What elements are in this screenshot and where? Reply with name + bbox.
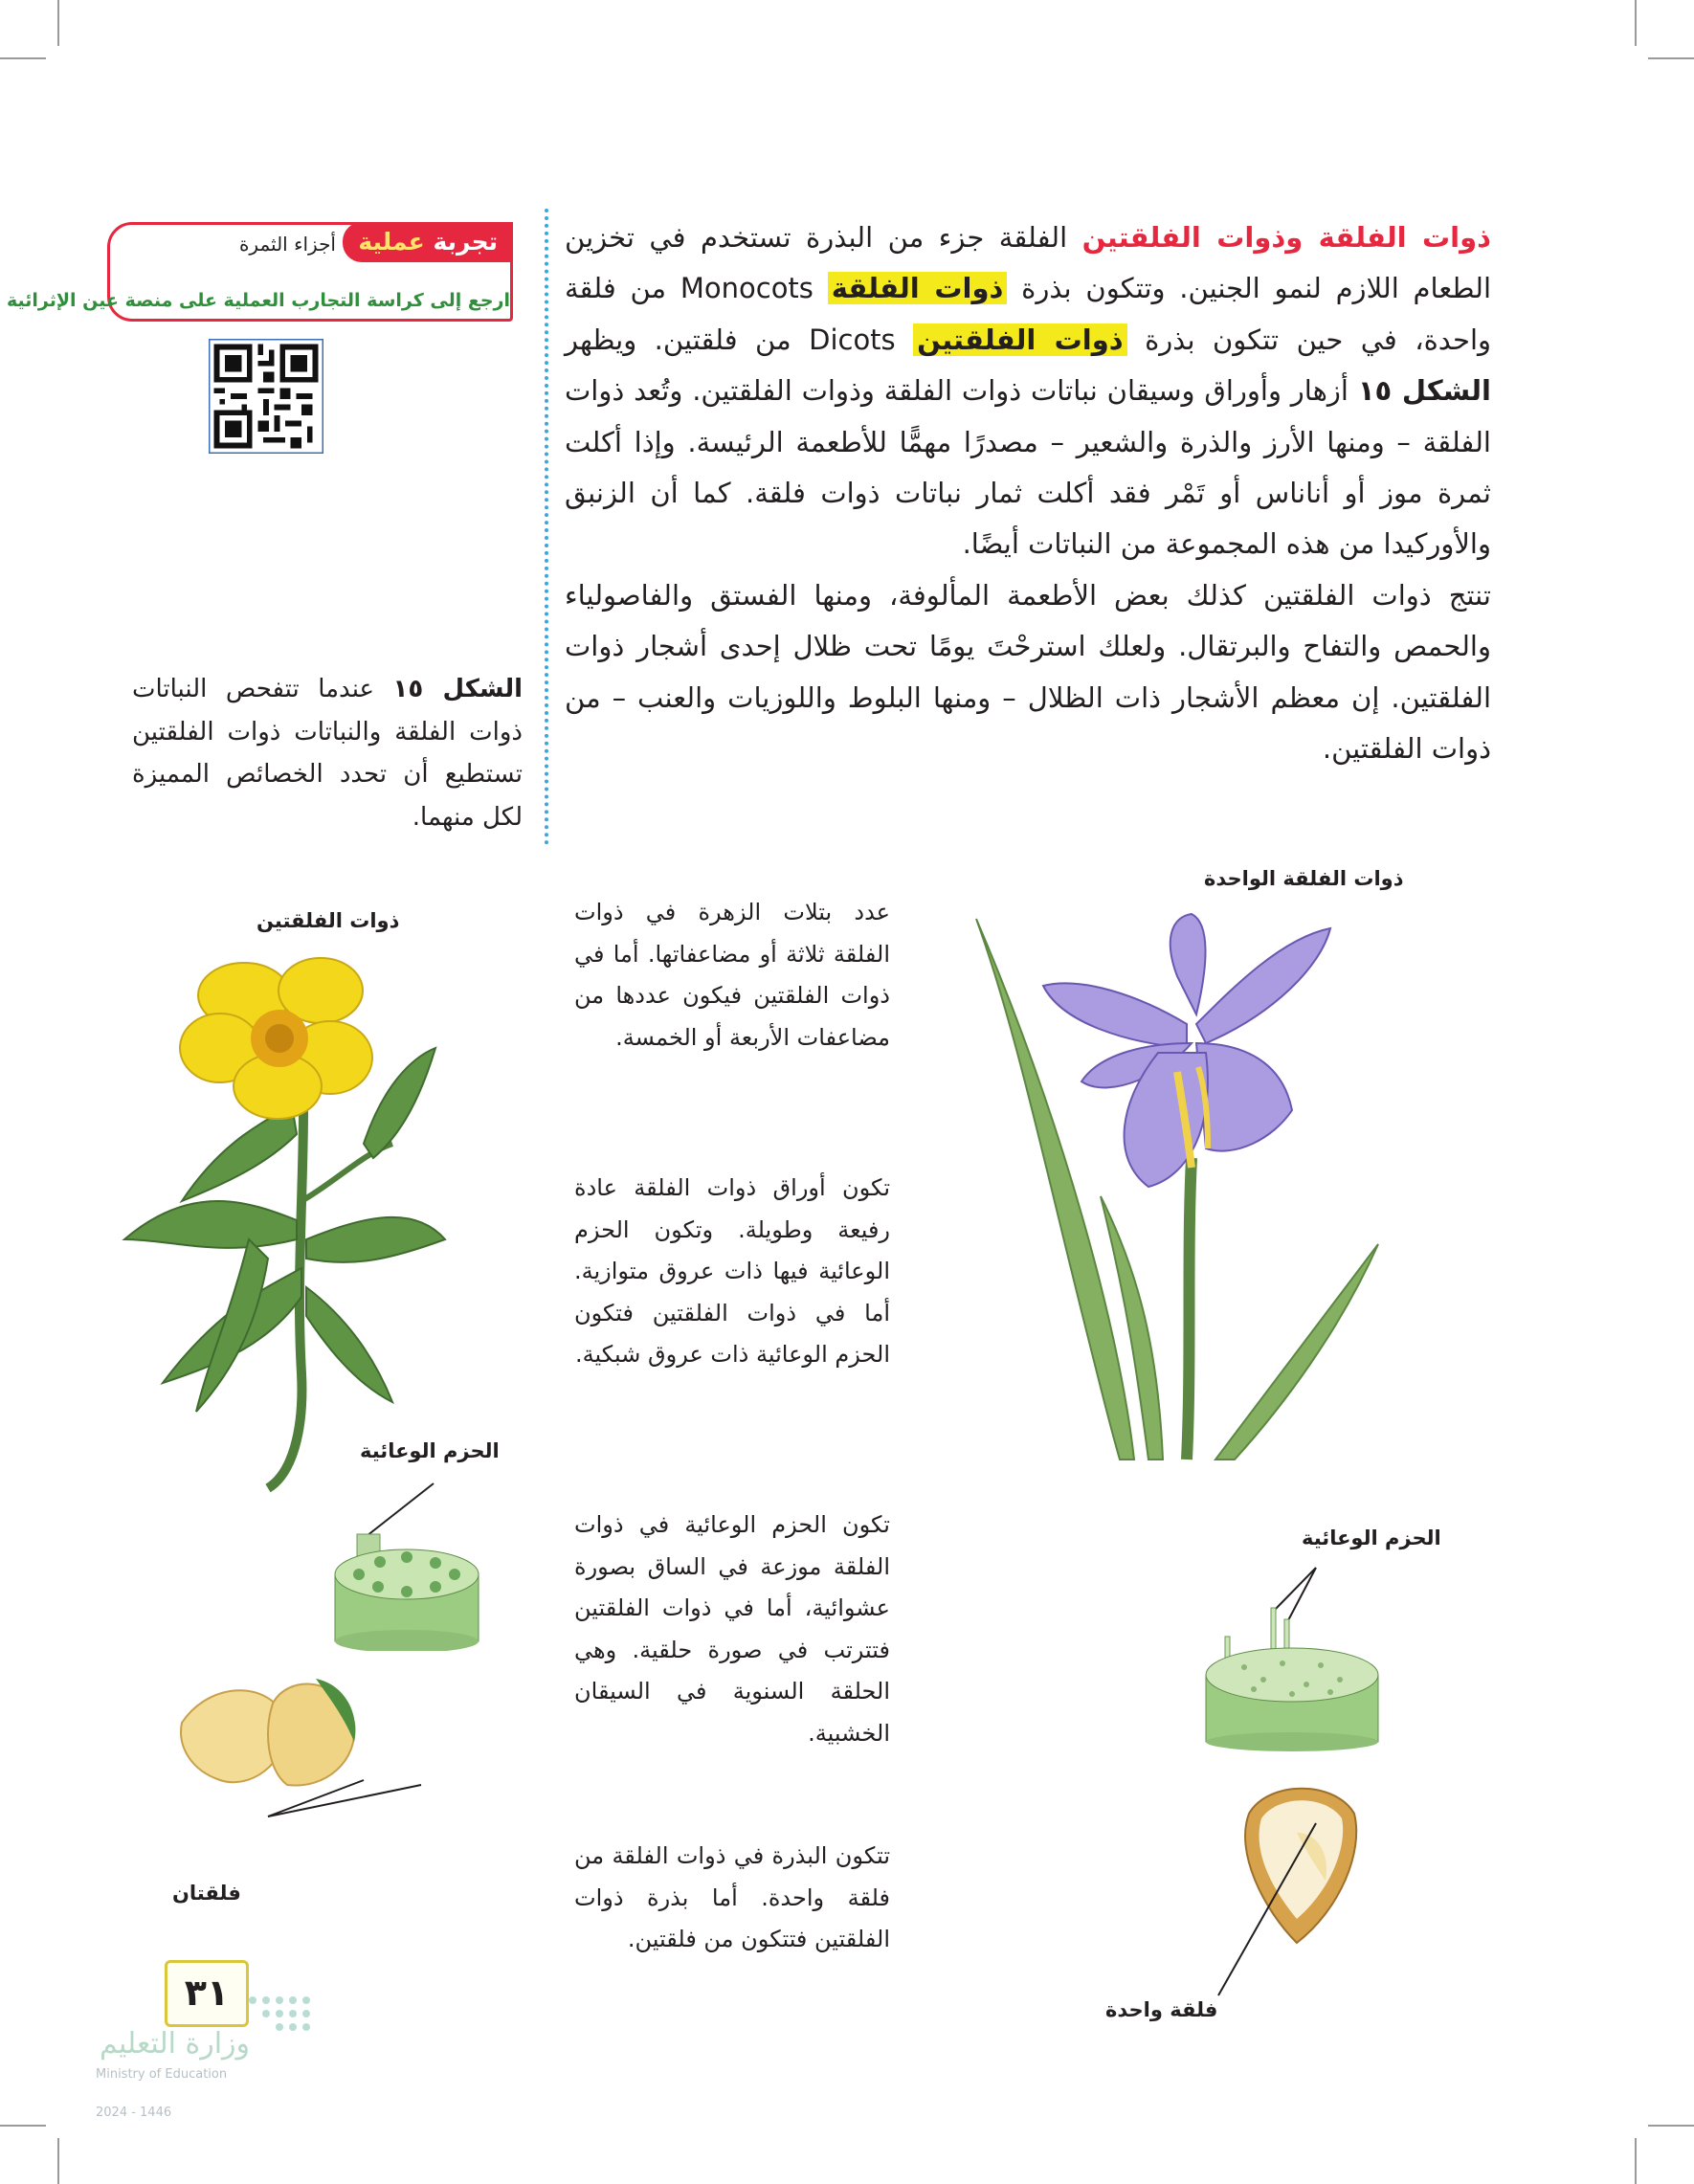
note-seeds: تتكون البذرة في ذوات الفلقة من فلقة واحدة. أما بذرة ذوات الفلقتين فتتكون من فلقتين.	[574, 1842, 890, 1952]
figure-reference: الشكل ١٥	[1357, 374, 1491, 408]
note-petals: عدد بتلات الزهرة في ذوات الفلقة ثلاثة أو مضاعفاتها. أما في ذوات الفلقتين فيكون عددها من مضاعفات الأربعة أو الخمسة.	[574, 899, 890, 1051]
dicot-flower-illustration	[105, 952, 450, 1493]
lab-tag-word2: عملية	[358, 228, 425, 256]
crop-mark	[0, 2125, 46, 2127]
crop-mark	[1648, 57, 1694, 59]
crop-mark	[1635, 0, 1637, 46]
ministry-name-arabic: وزارة التعليم	[100, 2027, 251, 2061]
section-heading: ذوات الفلقة وذوات الفلقتين	[1081, 221, 1491, 254]
lab-tag-word1: تجربة	[433, 228, 498, 256]
monocot-stem-cross-section	[1187, 1550, 1397, 1751]
label-dicots: ذوات الفلقتين	[256, 909, 400, 932]
edition-year: 2024 - 1446	[96, 2106, 172, 2120]
label-vascular-bundles-monocot: الحزم الوعائية	[1302, 1527, 1441, 1549]
column-divider	[545, 209, 548, 845]
paragraph-1-part-b: Monocots من فلقة واحدة، في حين تتكون بذرة	[565, 272, 1492, 356]
pointer-lines-two-cotyledons	[249, 1742, 440, 1828]
crop-mark	[57, 2138, 59, 2184]
note-leaves: تكون أوراق ذوات الفلقة عادة رفيعة وطويلة. وتكون الحزم الوعائية فيها ذات عروق متوازية. أما في ذوات الفلقتين فتكون الحزم الوعائية ذات عروق شبكية.	[574, 1174, 890, 1368]
highlight-dicots: ذوات الفلقتين	[913, 323, 1127, 356]
label-one-cotyledon: فلقة واحدة	[1105, 1998, 1218, 2021]
figure-label: الشكل ١٥	[392, 675, 523, 703]
main-text	[565, 212, 1491, 774]
paragraph-1-part-d: أزهار وأوراق وسيقان نباتات ذوات الفلقة وذوات الفلقتين. وتُعد ذوات الفلقة – ومنها الأرز والذرة والشعير – مصدرًا مهمًّا للأطعمة الرئيسة. وإذا أكلت ثمرة موز أو أناناس أو تَمْر فقد أكلت ثمار نباتات ذوات فلقة. كما أن الزنبق والأوركيدا من هذه المجموعة من النباتات أيضًا.	[565, 374, 1491, 561]
lab-tag	[343, 222, 513, 262]
figure-caption-text: عندما تتفحص النباتات ذوات الفلقة والنباتات ذوات الفلقتين تستطيع أن تحدد الخصائص المميزة لكل منهما.	[132, 675, 523, 832]
lab-activity-box[interactable]	[7, 222, 513, 322]
figure-caption	[132, 668, 523, 838]
paragraph-1-part-c: Dicots من فلقتين. ويظهر	[565, 323, 896, 356]
paragraph-1	[565, 212, 1491, 570]
lab-topic: أجزاء الثمرة	[238, 233, 336, 256]
dicot-stem-cross-section	[311, 1460, 502, 1651]
lab-instruction: ارجع إلى كراسة التجارب العملية على منصة عين الإثرائية	[7, 290, 510, 311]
monocot-iris-illustration	[957, 909, 1407, 1464]
crop-mark	[1648, 2125, 1694, 2127]
pointer-line-one-cotyledon	[1211, 1818, 1326, 2000]
highlight-monocots: ذوات الفلقة	[828, 272, 1008, 304]
label-two-cotyledons: فلقتان	[172, 1882, 241, 1905]
paragraph-2: تنتج ذوات الفلقتين كذلك بعض الأطعمة المألوفة، ومنها الفستق والفاصولياء والحمص والتفاح والبرتقال. ولعلك استرحْتَ يومًا تحت ظلال إحدى أشجار ذوات الفلقتين. إن معظم الأشجار ذات الظلال – ومنها البلوط واللوزيات والعنب – من ذوات الفلقتين.	[565, 578, 1491, 766]
crop-mark	[57, 0, 59, 46]
qr-code-icon[interactable]	[209, 339, 323, 454]
page-number: ٣١	[165, 1960, 249, 2027]
crop-mark	[0, 57, 46, 59]
ministry-name-english: Ministry of Education	[96, 2067, 228, 2082]
paragraph-1-part-a: الفلقة جزء من البذرة تستخدم في تخزين الطعام اللازم لنمو الجنين. وتتكون بذرة	[565, 221, 1492, 305]
label-vascular-bundles-dicot: الحزم الوعائية	[360, 1439, 500, 1462]
note-stems: تكون الحزم الوعائية في ذوات الفلقة موزعة في الساق بصورة عشوائية، أما في ذوات الفلقتين فتترتب في صورة حلقية. وهي الحلقة السنوية في السيقان الخشبية.	[574, 1511, 890, 1747]
label-monocot: ذوات الفلقة الواحدة	[1204, 867, 1404, 890]
crop-mark	[1635, 2138, 1637, 2184]
